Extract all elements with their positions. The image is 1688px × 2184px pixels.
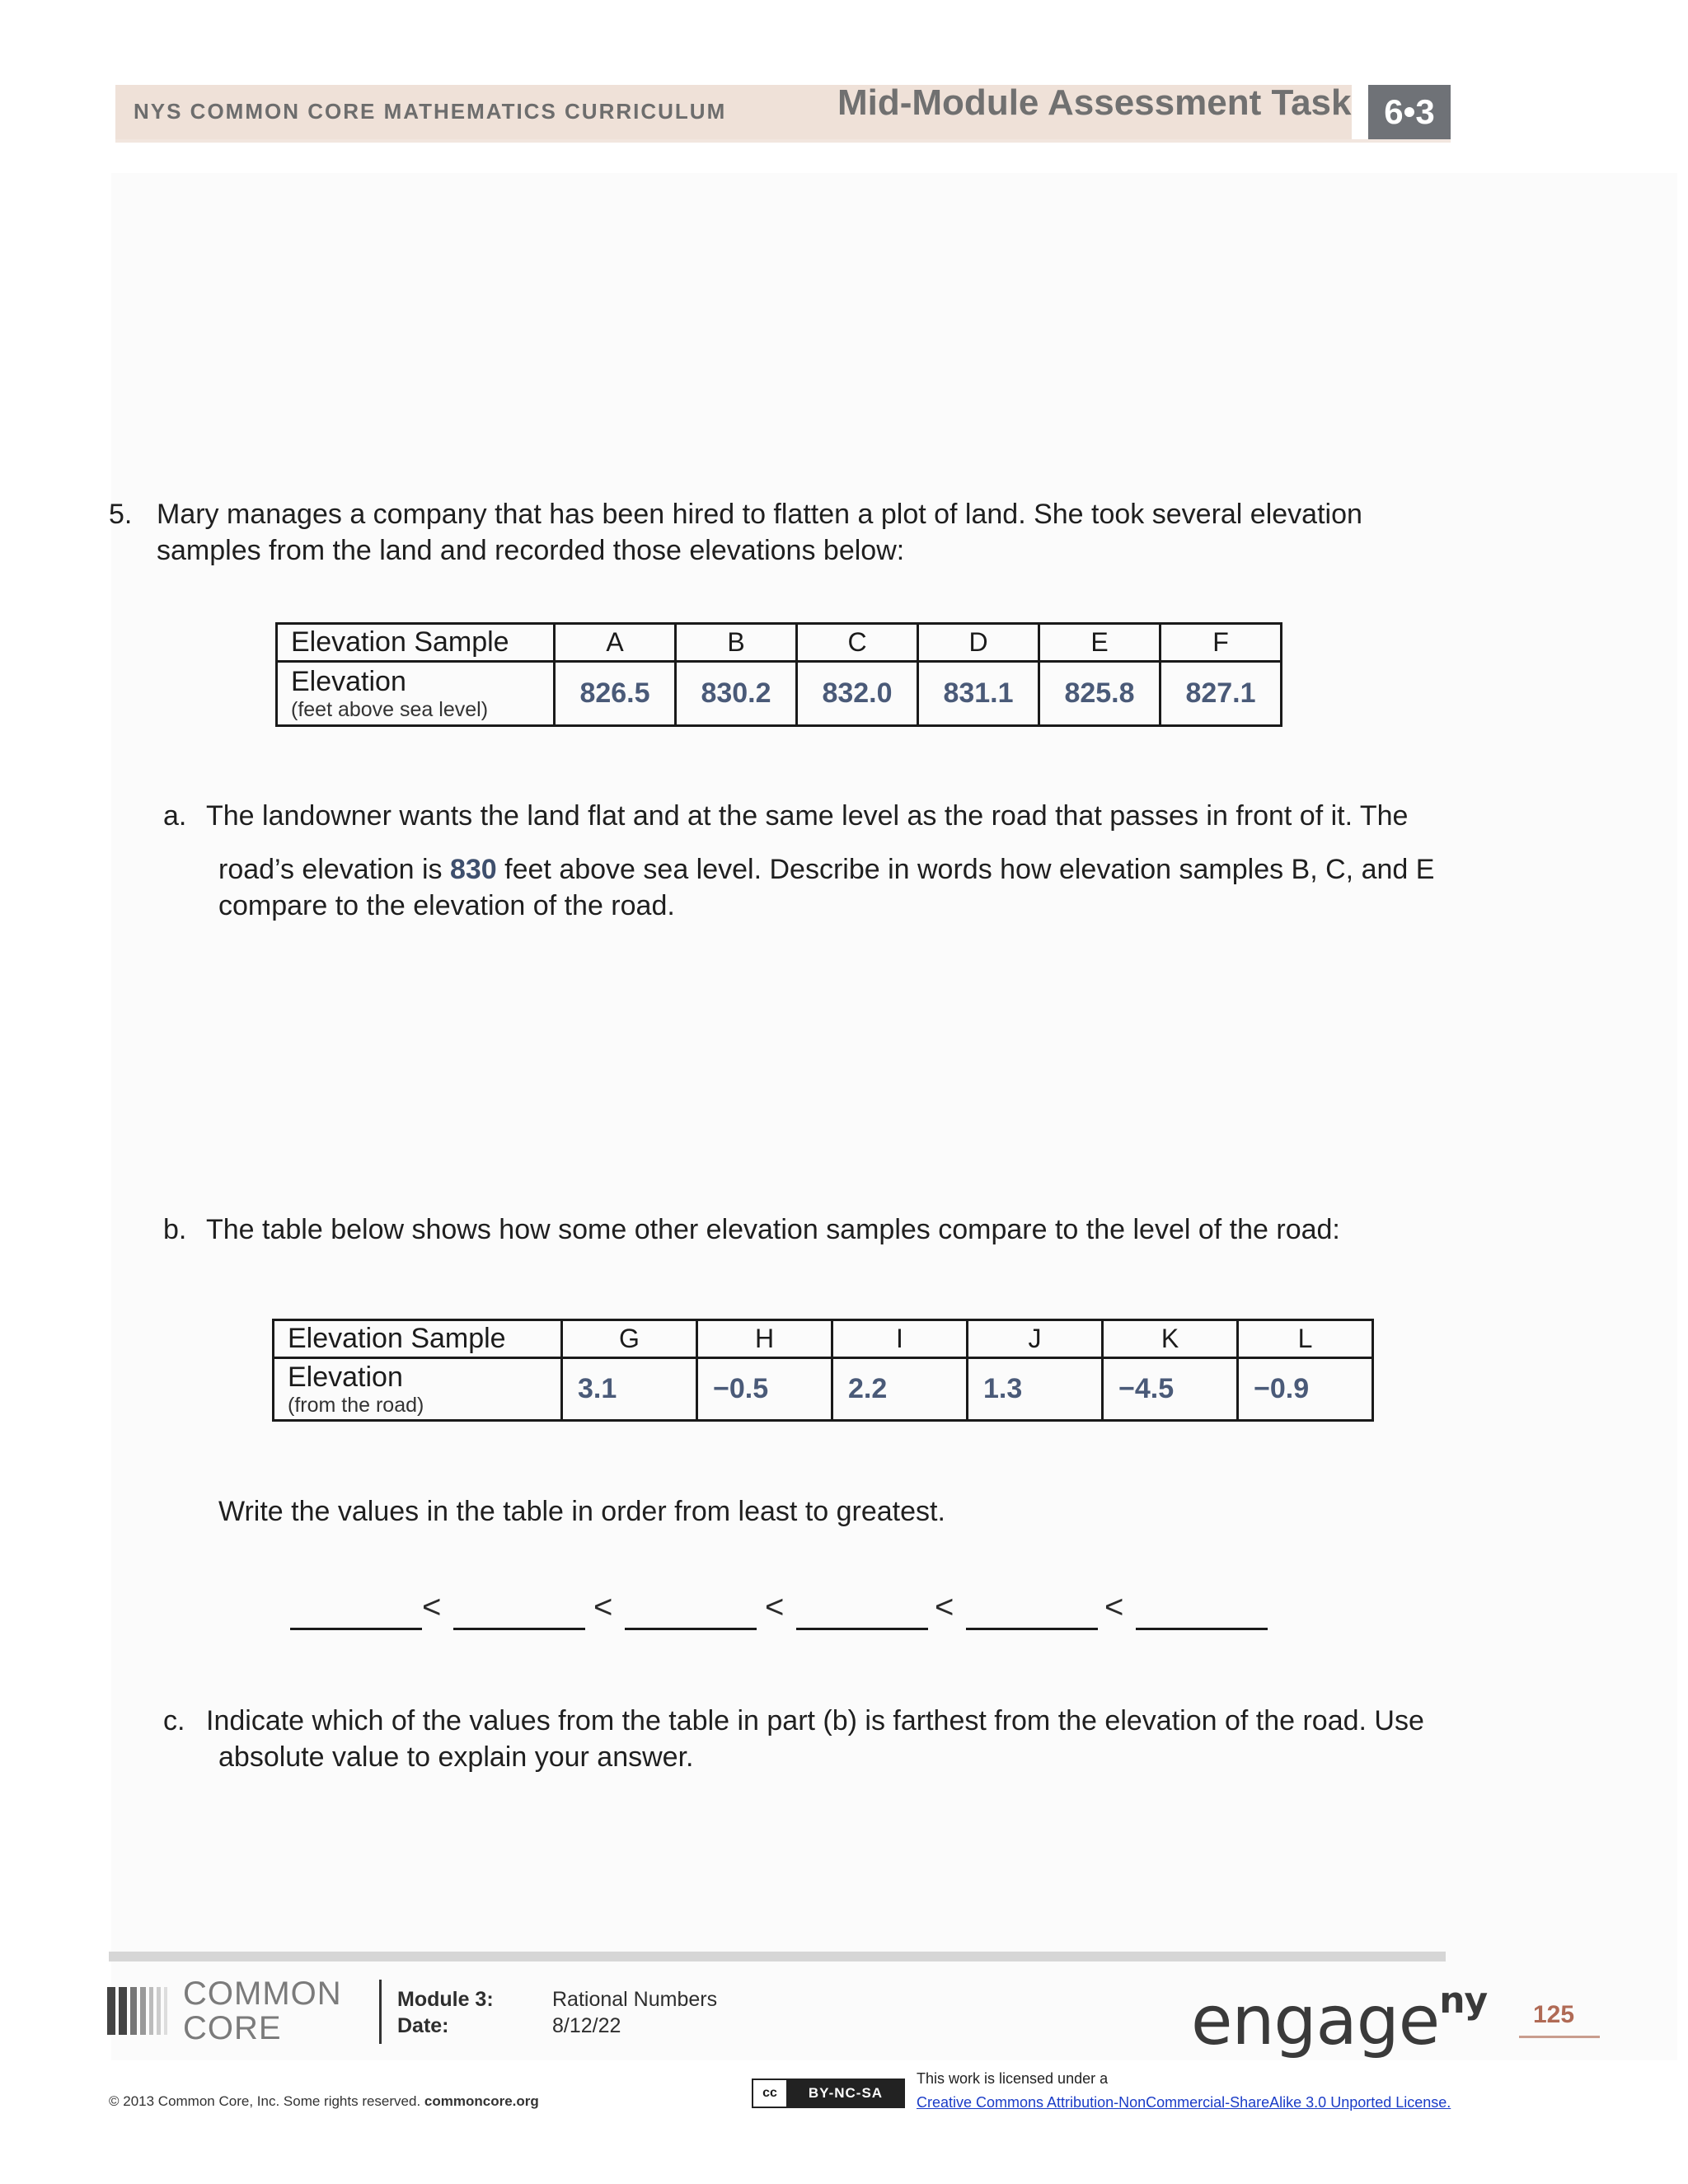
- table2-row-label-cell: [274, 1358, 562, 1421]
- table2-col-k: K: [1103, 1320, 1238, 1358]
- table1-value-c: 832.0: [797, 662, 918, 726]
- brand-line1: COMMON: [183, 1975, 342, 2012]
- table1-value-e: 825.8: [1039, 662, 1160, 726]
- table2-value-k: −4.5: [1103, 1358, 1238, 1421]
- page-number: 125: [1533, 2001, 1575, 2028]
- table2-value-l: −0.9: [1238, 1358, 1373, 1421]
- license-intro: This work is licensed under a: [917, 2070, 1109, 2087]
- table1-value-f: 827.1: [1160, 662, 1282, 726]
- answer-blank-2[interactable]: [453, 1628, 585, 1630]
- answer-blank-4[interactable]: [796, 1628, 928, 1630]
- part-a-line2: [218, 851, 1434, 888]
- road-elevation-value: 830: [449, 854, 497, 885]
- page-title: Mid-Module Assessment Task: [837, 82, 1352, 123]
- part-a-line3: compare to the elevation of the road.: [218, 890, 675, 921]
- footer-vertical-divider: [379, 1980, 382, 2044]
- table1-row-sublabel: (feet above sea level): [291, 697, 489, 721]
- table1-value-d: 831.1: [918, 662, 1039, 726]
- answer-blank-1[interactable]: [290, 1628, 422, 1630]
- part-b-line1: The table below shows how some other elevation samples compare to the level of the road:: [206, 1214, 1340, 1245]
- less-than-symbol-1: <: [422, 1589, 442, 1625]
- curriculum-label: NYS COMMON CORE MATHEMATICS CURRICULUM: [134, 99, 727, 124]
- common-core-logo-icon: [107, 1982, 173, 2036]
- date-label: Date:: [397, 2014, 449, 2037]
- part-a-line2-post: feet above sea level. Describe in words how elevation samples B, C, and E: [496, 854, 1435, 885]
- less-than-symbol-2: <: [593, 1589, 613, 1625]
- table1-col-f: F: [1160, 624, 1282, 662]
- less-than-symbol-4: <: [935, 1589, 954, 1625]
- license-link[interactable]: Creative Commons Attribution-NonCommercial-ShareAlike 3.0 Unported License.: [917, 2094, 1451, 2111]
- common-core-wordmark: [183, 1976, 342, 2046]
- table2-row-sublabel: (from the road): [288, 1393, 424, 1417]
- table2-value-i: 2.2: [832, 1358, 968, 1421]
- commoncore-site-link[interactable]: commoncore.org: [424, 2093, 539, 2109]
- table1-row-label: Elevation: [291, 665, 406, 697]
- part-a-line1: The landowner wants the land flat and at the same level as the road that passes in front of it. The: [206, 800, 1409, 832]
- elevation-table-1: [275, 622, 1282, 727]
- table1-value-a: 826.5: [555, 662, 676, 726]
- copyright-text: © 2013 Common Core, Inc. Some rights reserved.: [109, 2093, 424, 2109]
- answer-blank-3[interactable]: [625, 1628, 757, 1630]
- part-c-line1: Indicate which of the values from the table in part (b) is farthest from the elevation of the road. Use: [206, 1705, 1424, 1736]
- table1-col-a: A: [555, 624, 676, 662]
- answer-blank-5[interactable]: [966, 1628, 1098, 1630]
- elevation-table-2: [272, 1319, 1374, 1422]
- part-b-letter: b.: [163, 1214, 187, 1245]
- table1-col-e: E: [1039, 624, 1160, 662]
- problem-intro-line2: samples from the land and recorded those elevations below:: [157, 535, 905, 566]
- table1-col-d: D: [918, 624, 1039, 662]
- module-value: Rational Numbers: [552, 1988, 718, 2011]
- page-number-underline: [1519, 2036, 1600, 2038]
- table1-header-label: Elevation Sample: [277, 624, 555, 662]
- module-label: Module 3:: [397, 1988, 494, 2011]
- part-c-line2: absolute value to explain your answer.: [218, 1741, 694, 1773]
- date-value: 8/12/22: [552, 2014, 621, 2037]
- license-type: BY-NC-SA: [788, 2080, 903, 2107]
- footer-divider: [109, 1952, 1446, 1961]
- part-b-instruction: Write the values in the table in order from least to greatest.: [218, 1496, 945, 1527]
- table2-col-l: L: [1238, 1320, 1373, 1358]
- part-a-line2-pre: road’s elevation is: [218, 854, 450, 885]
- table2-row-label: Elevation: [288, 1361, 403, 1393]
- page-background: [111, 173, 1677, 2060]
- cc-icon: cc: [753, 2080, 788, 2107]
- header-underline: [115, 139, 1451, 143]
- problem-number: 5.: [109, 499, 133, 530]
- problem-intro-line1: Mary manages a company that has been hired to flatten a plot of land. She took several elevation: [157, 499, 1362, 530]
- answer-blank-6[interactable]: [1136, 1628, 1268, 1630]
- engage-ny-text: ny: [1439, 1979, 1488, 2022]
- engage-text: engage: [1191, 1982, 1440, 2060]
- table2-col-h: H: [697, 1320, 832, 1358]
- table2-value-g: 3.1: [562, 1358, 697, 1421]
- table1-col-c: C: [797, 624, 918, 662]
- table2-col-j: J: [968, 1320, 1103, 1358]
- table2-value-j: 1.3: [968, 1358, 1103, 1421]
- table2-header-label: Elevation Sample: [274, 1320, 562, 1358]
- brand-line2: CORE: [183, 2010, 282, 2046]
- less-than-symbol-5: <: [1104, 1589, 1124, 1625]
- engageny-logo: [1191, 1979, 1488, 2060]
- copyright-notice: [109, 2093, 539, 2110]
- cc-license-badge[interactable]: [752, 2079, 905, 2108]
- part-a-letter: a.: [163, 800, 187, 832]
- table2-col-g: G: [562, 1320, 697, 1358]
- module-badge: 6•3: [1368, 85, 1451, 139]
- table1-value-b: 830.2: [676, 662, 797, 726]
- less-than-symbol-3: <: [765, 1589, 785, 1625]
- table1-row-label-cell: [277, 662, 555, 726]
- part-c-letter: c.: [163, 1705, 185, 1736]
- table2-col-i: I: [832, 1320, 968, 1358]
- table1-col-b: B: [676, 624, 797, 662]
- table2-value-h: −0.5: [697, 1358, 832, 1421]
